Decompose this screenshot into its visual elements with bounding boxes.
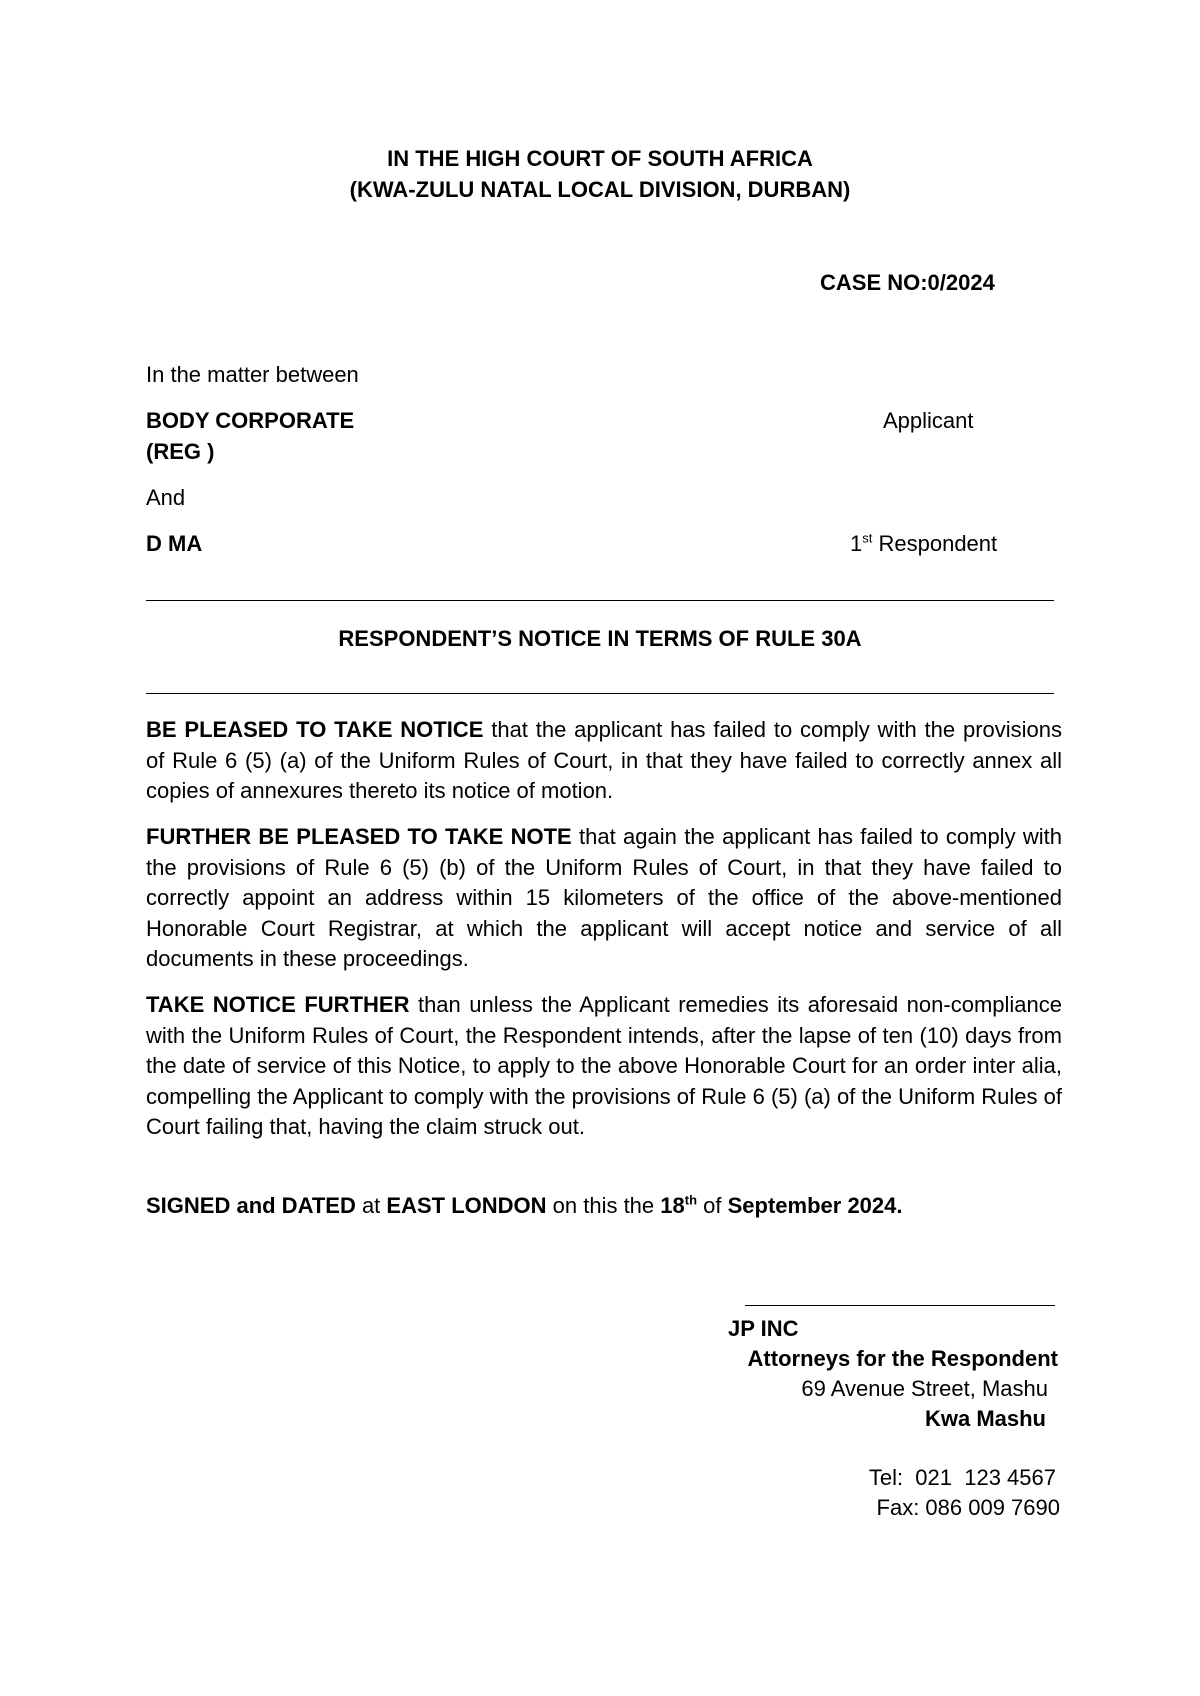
signature-address: 69 Avenue Street, Mashu: [801, 1376, 1048, 1401]
paragraph-3-text: than unless the Applicant remedies its aforesaid non-compliance with the Uniform Rules of Court, the Respondent intends, after the lapse of ten (10) days from the date of service of this Notice, to apply to the above Honorable Court for an order inter alia, compelling the Applicant to comply with the provisions of Rule 6 (5) (a) of the Uniform Rules of Court failing that, having the claim struck out.: [146, 992, 1062, 1139]
signature-role: Attorneys for the Respondent: [747, 1346, 1058, 1371]
paragraph-1-lead: BE PLEASED TO TAKE NOTICE: [146, 717, 484, 742]
court-name: IN THE HIGH COURT OF SOUTH AFRICA: [387, 146, 813, 171]
paragraph-3-lead: TAKE NOTICE FURTHER: [146, 992, 410, 1017]
party-conjunction: And: [146, 485, 186, 510]
notice-paragraph-2: [146, 822, 1062, 975]
respondent-role: [850, 531, 997, 557]
notice-title: RESPONDENT’S NOTICE IN TERMS OF RULE 30A: [338, 626, 862, 651]
signed-place: EAST LONDON: [386, 1193, 547, 1218]
signed-on: on this the: [546, 1193, 661, 1218]
paragraph-2-lead: FURTHER BE PLEASED TO TAKE NOTE: [146, 824, 572, 849]
signed-day-suffix: th: [684, 1192, 698, 1208]
notice-paragraph-3: [146, 990, 1062, 1143]
notice-paragraph-1: [146, 715, 1062, 807]
signature-fax: Fax: 086 009 7690: [876, 1495, 1060, 1520]
applicant-name: BODY CORPORATE: [146, 408, 355, 433]
applicant-role: Applicant: [883, 408, 974, 433]
respondent-name: D MA: [146, 531, 203, 556]
signed-day: 18: [660, 1193, 685, 1218]
signed-of: of: [697, 1193, 728, 1218]
court-division: (KWA-ZULU NATAL LOCAL DIVISION, DURBAN): [349, 177, 851, 202]
applicant-registration: (REG ): [146, 439, 215, 464]
matter-intro: In the matter between: [146, 362, 359, 387]
signed-at: at: [355, 1193, 387, 1218]
respondent-role-text: Respondent: [872, 531, 998, 556]
respondent-role-suffix: st: [862, 530, 873, 546]
signed-dated-line: [146, 1193, 903, 1219]
paragraph-1-text: that the applicant has failed to comply with the provisions of Rule 6 (5) (a) of the Uniform Rules of Court, in that they have failed to correctly annex all copies of annexures thereto its notice of motion.: [146, 717, 1062, 803]
signature-firm: JP INC: [728, 1316, 799, 1341]
respondent-role-number: 1: [850, 531, 863, 556]
divider-bottom: [146, 693, 1054, 694]
signed-lead: SIGNED and DATED: [146, 1193, 356, 1218]
signature-tel: Tel: 021 123 4567: [868, 1465, 1056, 1490]
case-number: CASE NO:0/2024: [820, 270, 995, 295]
paragraph-2-text: that again the applicant has failed to comply with the provisions of Rule 6 (5) (b) of the Uniform Rules of Court, in that they have failed to correctly appoint an address within 15 kilometers of the office of the above-mentioned Honorable Court Registrar, at which the applicant will accept notice and service of all documents in these proceedings.: [146, 824, 1063, 971]
divider-top: [146, 600, 1054, 601]
signature-city: Kwa Mashu: [924, 1406, 1046, 1431]
signed-date: September 2024.: [727, 1193, 903, 1218]
signature-line: [745, 1305, 1055, 1306]
